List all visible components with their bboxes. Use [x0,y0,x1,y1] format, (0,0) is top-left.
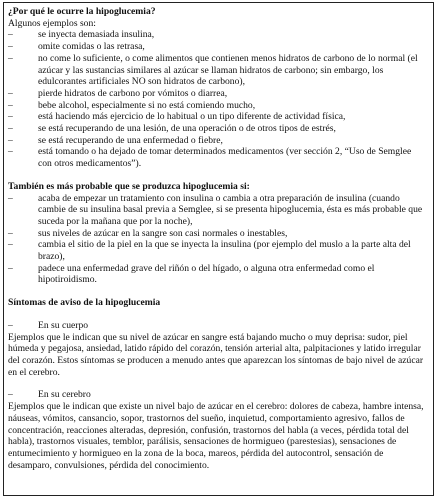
causes-intro: Algunos ejemplos son: [8,17,96,29]
spacer [8,170,427,181]
more-likely-list [8,193,427,287]
body-symptoms-text: Ejemplos que le indican que su nivel de azúcar en sangre está bajando mucho o muy deprisa: sudor, piel húmeda y pegajosa, ansiedad, latido rápido del corazón, tensión arterial alta, palpitaciones y latido irregular del corazón. Estos síntomas se producen a menudo antes que aparezcan los síntomas de bajo nivel de azúcar en el cerebro. [8,331,424,378]
list-item: – está tomando o ha dejado de tomar determinados medicamentos (ver sección 2, “Uso de Semglee con otros medicamentos”). [8,146,427,169]
causes-list [8,29,427,169]
list-item: – está haciendo más ejercicio de lo habitual o un tipo diferente de actividad física, [8,111,427,123]
document-page [3,2,434,496]
subheading-brain-label: En su cerebro [38,389,91,401]
subheading-brain [8,389,427,401]
spacer [8,378,427,389]
list-item: – se inyecta demasiada insulina, [8,29,427,41]
list-item: – pierde hidratos de carbono por vómitos o diarrea, [8,88,427,100]
list-item: – omite comidas o las retrasa, [8,41,427,53]
list-item: – acaba de empezar un tratamiento con insulina o cambia a otra preparación de insulina (cuando cambie de su insulina basal previa a Semglee, si se presenta hipoglucemia, ésta es más probable que suceda por la mañana que por la noche), [8,193,427,228]
list-item: – se está recuperando de una enfermedad o fiebre, [8,135,427,147]
section-heading-warning-symptoms: Síntomas de aviso de la hipoglucemia [8,297,161,309]
brain-symptoms-text: Ejemplos que le indican que existe un nivel bajo de azúcar en el cerebro: dolores de cabeza, hambre intensa, náuseas, vómitos, cansancio, sopor, trastornos del sueño, inquietud, comportamiento agresivo, fallos de concentración, reacciones alteradas, depresión, confusión, trastornos del habla (a veces, pérdida total del habla), trastornos visuales, temblor, parálisis, sensaciones de hormigueo (parestesias), sensaciones de entumecimiento y hormigueo en la zona de la boca, mareos, pérdida del autocontrol, sensación de desamparo, convulsiones, pérdida del conocimiento. [8,401,424,471]
dash-marker: – [8,319,13,331]
section-heading-more-likely: También es más probable que se produzca hipoglucemia si: [8,180,250,192]
spacer [8,309,427,320]
section-heading-causes: ¿Por qué le ocurre la hipoglucemia? [8,6,156,17]
list-item: – se está recuperando de una lesión, de una operación o de otros tipos de estrés, [8,123,427,135]
list-item: – bebe alcohol, especialmente si no está comiendo mucho, [8,100,427,112]
list-item: – no come lo suficiente, o come alimentos que contienen menos hidratos de carbono de lo normal (el azúcar y las sustancias similares al azúcar se llaman hidratos de carbono; sin embargo, los edulcorantes artificiales NO son hidratos de carbono), [8,53,427,88]
spacer [8,286,427,297]
list-item: – padece una enfermedad grave del riñón o del hígado, o alguna otra enfermedad como el hipotiroidismo. [8,263,427,286]
subheading-body-label: En su cuerpo [38,319,89,331]
subheading-body [8,320,427,332]
list-item: – cambia el sitio de la piel en la que se inyecta la insulina (por ejemplo del muslo a la parte alta del brazo), [8,239,427,262]
dash-marker: – [8,389,13,401]
list-item: – sus niveles de azúcar en la sangre son casi normales o inestables, [8,228,427,240]
